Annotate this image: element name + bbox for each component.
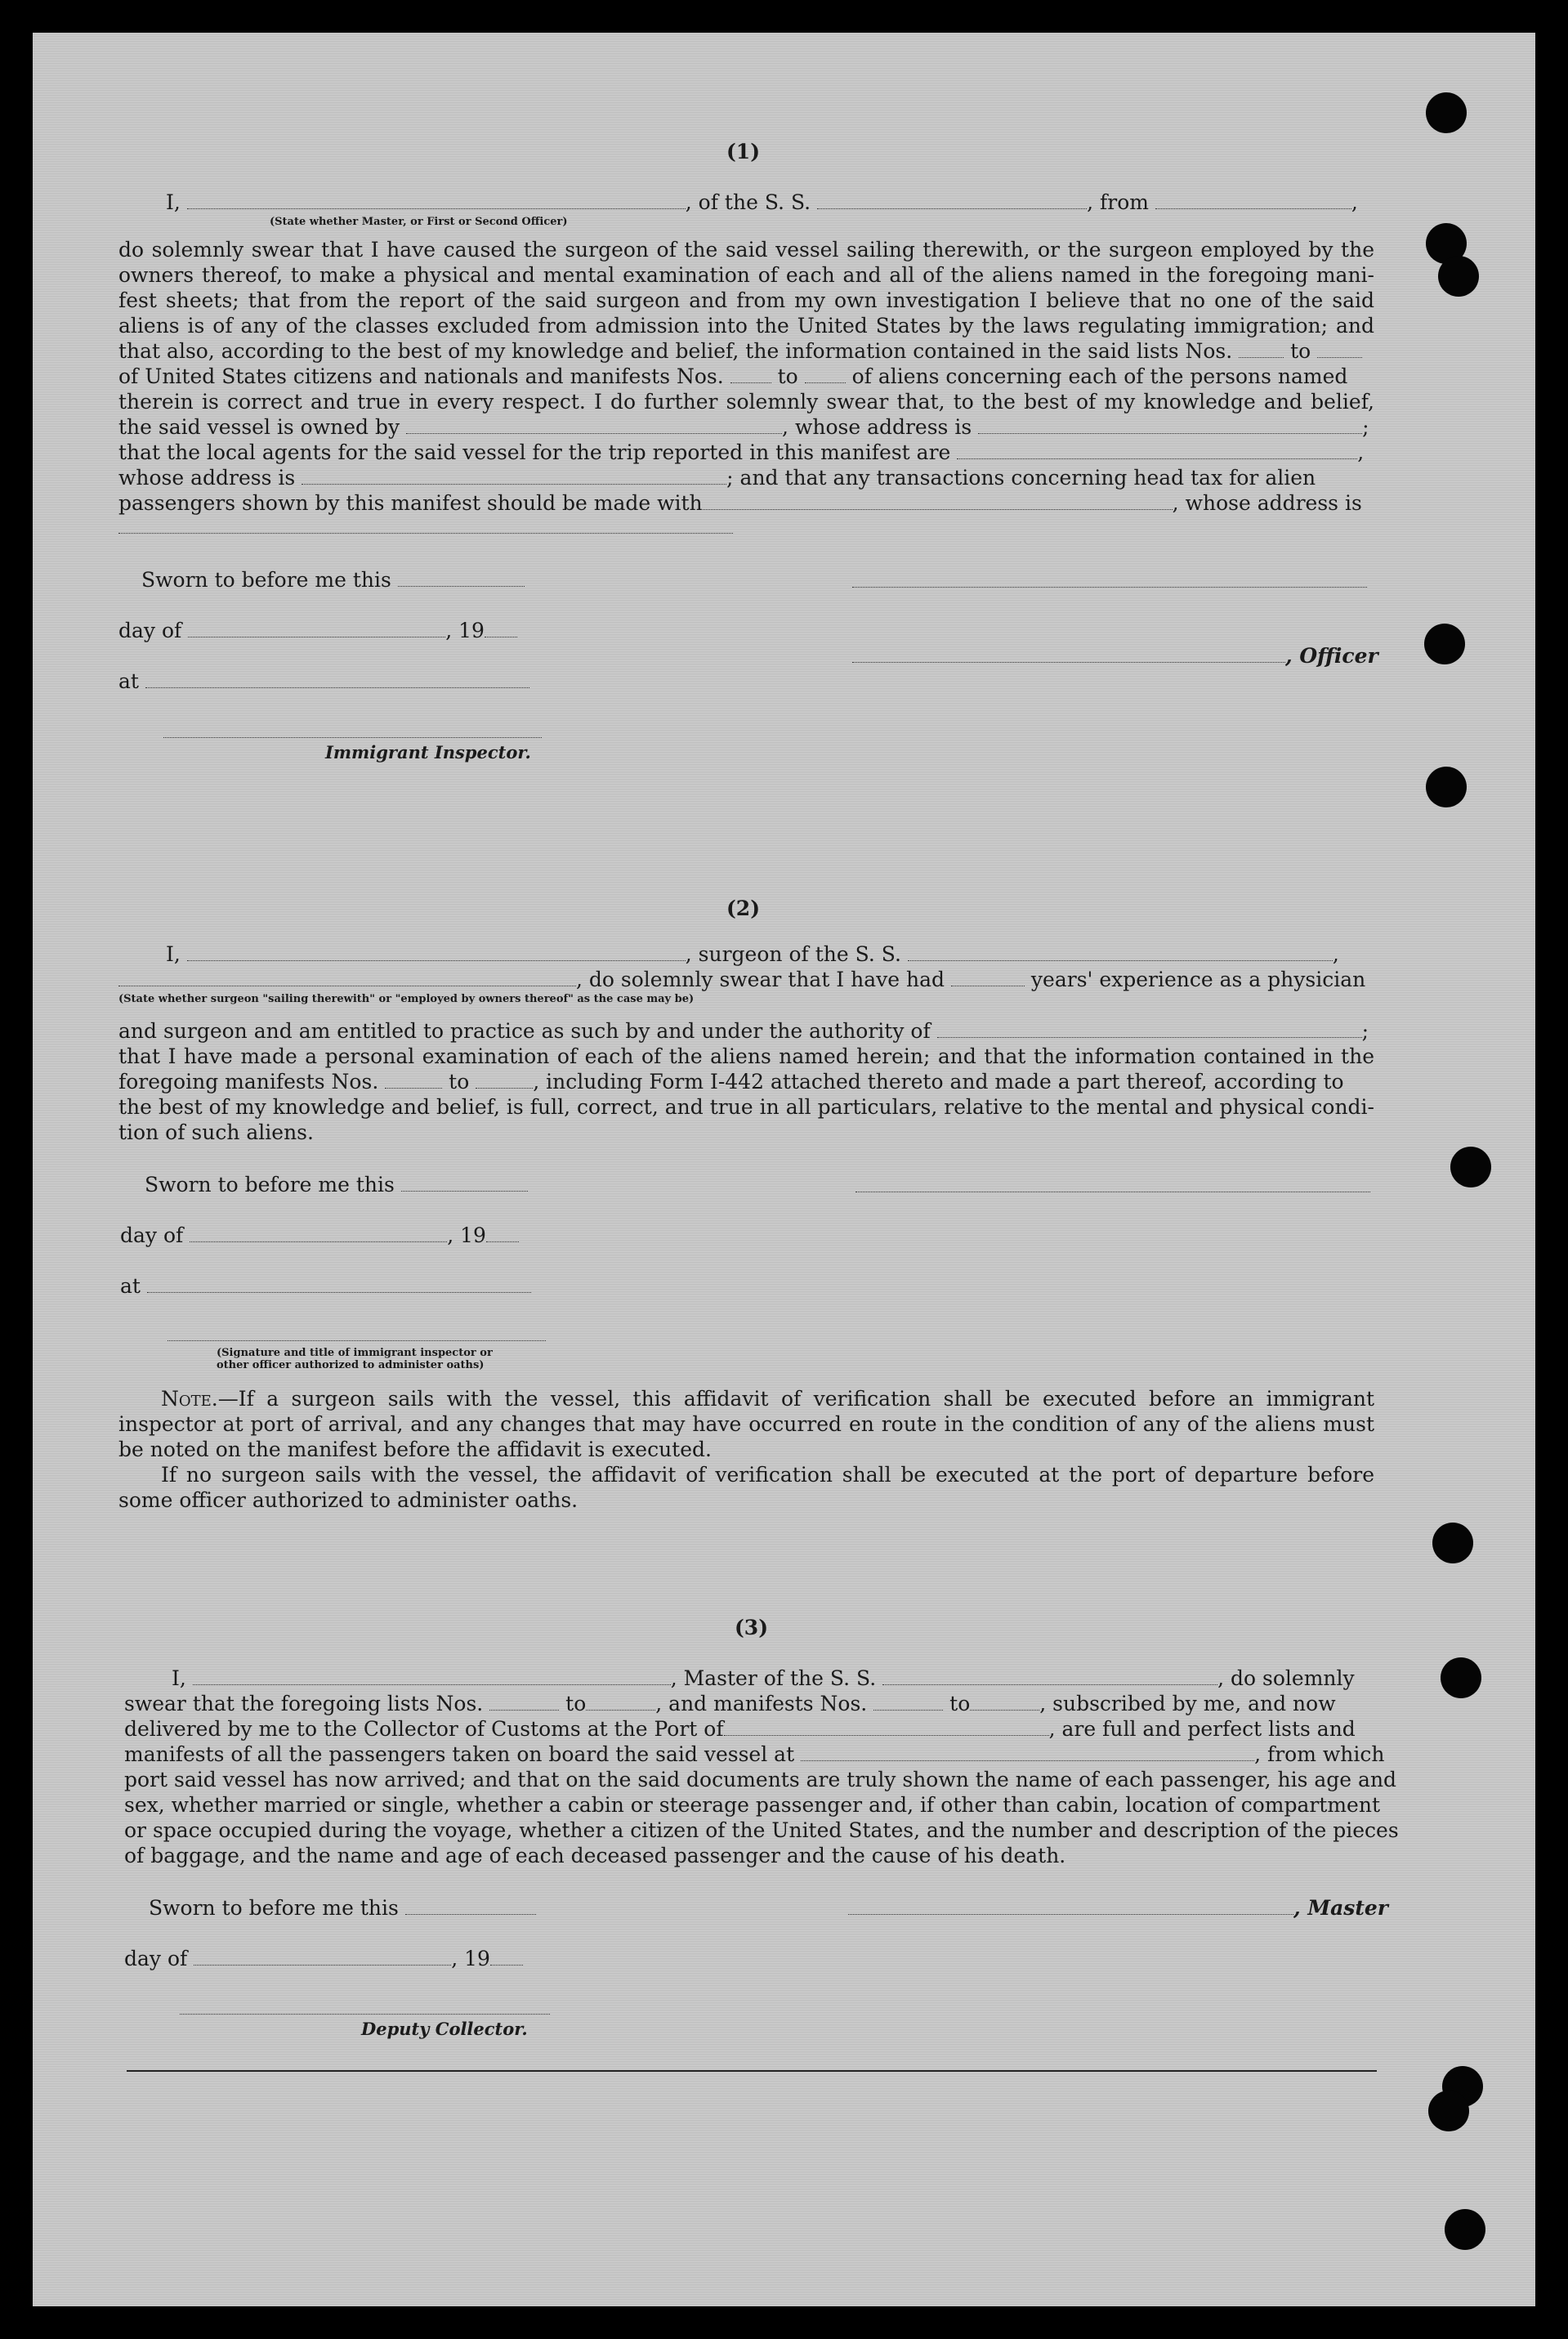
lists-from-field[interactable]	[1239, 342, 1284, 358]
s2-year-field[interactable]	[486, 1227, 519, 1242]
s1-officer-signature-field[interactable]	[852, 647, 1285, 663]
ship-name-field[interactable]	[817, 194, 1087, 209]
s3-deputy-signature-field[interactable]	[180, 2014, 550, 2015]
section-3-heading: (3)	[734, 1616, 769, 1639]
footer-rule	[127, 2070, 1377, 2072]
s1-master-signature-field[interactable]	[852, 587, 1367, 588]
s1-line-1: I, , of the S. S. , from ,	[166, 190, 1358, 214]
binder-hole	[1441, 1657, 1481, 1698]
s2-at: at	[120, 1273, 531, 1299]
owner-field[interactable]	[406, 418, 782, 434]
practice-authority-field[interactable]	[937, 1022, 1362, 1038]
s3-master-name-field[interactable]	[193, 1670, 671, 1685]
s1-inspector-signature-field[interactable]	[163, 737, 542, 738]
master-name-field[interactable]	[187, 194, 686, 209]
surgeon-type-field[interactable]	[118, 971, 576, 986]
note-surgeon: (State whether surgeon "sailing therewith" or "employed by owners thereof" as the case may be)	[118, 993, 695, 1005]
s1-para-5: that also, according to the best of my knowledge and belief, the information contained in the said lists Nos. to	[118, 338, 1362, 364]
s3-year-field[interactable]	[490, 1950, 523, 1966]
port-of-boarding-field[interactable]	[801, 1746, 1254, 1761]
s2-para-5: tion of such aliens.	[118, 1120, 314, 1144]
s2-note-1: Note.—If a surgeon sails with the vessel, this affidavit of verification shall be executed before an immigrant	[161, 1387, 1374, 1411]
s1-sworn: Sworn to before me this	[141, 567, 525, 593]
binder-hole	[1445, 2209, 1485, 2250]
s2-note-2: inspector at port of arrival, and any changes that may have occurred en route in the condition of any of the aliens must	[118, 1412, 1374, 1436]
binder-hole	[1426, 92, 1467, 133]
note-master: (State whether Master, or First or Second Officer)	[270, 216, 568, 228]
head-tax-contact-field[interactable]	[703, 494, 1173, 510]
section-1-heading: (1)	[726, 140, 761, 163]
binder-hole	[1428, 2091, 1469, 2131]
s2-sworn-day-field[interactable]	[401, 1176, 528, 1192]
from-port-field[interactable]	[1155, 194, 1351, 209]
s2-month-field[interactable]	[190, 1227, 447, 1242]
s3-deputy-label: Deputy Collector.	[361, 2019, 528, 2039]
s1-para-10: whose address is ; and that any transactions concerning head tax for alien	[118, 466, 1316, 490]
agents-address-field[interactable]	[302, 469, 726, 485]
s2-note-3: be noted on the manifest before the affidavit is executed.	[118, 1438, 712, 1461]
s2-para-4: the best of my knowledge and belief, is full, correct, and true in all particulars, relative to the mental and physical condi-	[118, 1095, 1374, 1119]
surgeon-name-field[interactable]	[187, 946, 686, 961]
s2-ship-name-field[interactable]	[908, 946, 1333, 961]
section-2-heading: (2)	[726, 897, 761, 920]
s2-line-1: I, , surgeon of the S. S. ,	[166, 942, 1339, 966]
s3-lists-from-field[interactable]	[489, 1695, 559, 1711]
s3-sworn: Sworn to before me this	[149, 1895, 536, 1921]
s1-at: at	[118, 669, 529, 694]
s3-line-1: I, , Master of the S. S. , do solemnly	[172, 1666, 1355, 1690]
s3-manifests-from-field[interactable]	[873, 1695, 943, 1711]
s1-at-field[interactable]	[145, 673, 529, 688]
port-of-arrival-field[interactable]	[724, 1720, 1049, 1736]
owner-address-field[interactable]	[978, 418, 1362, 434]
s1-sworn-day-field[interactable]	[398, 571, 525, 587]
s3-master-signature-field[interactable]	[848, 1899, 1293, 1915]
s1-para-3: fest sheets; that from the report of the said surgeon and from my own investigation I believe that no one of the said	[118, 288, 1374, 312]
s1-para-4: aliens is of any of the classes excluded from admission into the United States by the laws regulating immigration; and	[118, 314, 1374, 338]
s1-para-1: do solemnly swear that I have caused the surgeon of the said vessel sailing therewith, or the surgeon employed by the	[118, 238, 1374, 262]
s3-month-field[interactable]	[194, 1950, 451, 1966]
s3-para-7: of baggage, and the name and age of each deceased passenger and the cause of his death.	[124, 1844, 1066, 1867]
s3-para-5: sex, whether married or single, whether a cabin or steerage passenger and, if other than cabin, location of compartment	[124, 1793, 1380, 1817]
s1-year-field[interactable]	[485, 622, 517, 637]
s2-note-5: some officer authorized to administer oaths.	[118, 1488, 579, 1512]
s1-officer-line: , Officer	[852, 643, 1378, 669]
s1-para-6: of United States citizens and nationals and manifests Nos. to of aliens concerning each of the persons named	[118, 364, 1348, 388]
s1-para-8: the said vessel is owned by , whose address is ;	[118, 415, 1369, 439]
head-tax-address-field[interactable]	[118, 533, 733, 534]
s1-inspector-label: Immigrant Inspector.	[325, 742, 531, 763]
years-experience-field[interactable]	[951, 971, 1025, 986]
s3-sworn-day-field[interactable]	[405, 1899, 536, 1915]
s3-ship-name-field[interactable]	[882, 1670, 1217, 1685]
s1-para-11: passengers shown by this manifest should be made with , whose address is	[118, 491, 1362, 515]
form-page	[33, 33, 1535, 2306]
manifests-from-field[interactable]	[730, 368, 771, 383]
s1-day-of: day of , 19	[118, 618, 517, 643]
s1-para-2: owners thereof, to make a physical and mental examination of each and all of the aliens named in the foregoing mani-	[118, 263, 1374, 287]
local-agents-field[interactable]	[957, 444, 1357, 459]
s2-para-3: foregoing manifests Nos. to , including Form I-442 attached thereto and made a part thereof, according to	[118, 1070, 1344, 1093]
s1-para-9: that the local agents for the said vessel for the trip reported in this manifest are ,	[118, 441, 1365, 464]
binder-hole	[1424, 624, 1465, 664]
s1-para-7: therein is correct and true in every respect. I do further solemnly swear that, to the best of my knowledge and belief,	[118, 390, 1374, 414]
s2-day-of: day of , 19	[120, 1223, 519, 1248]
s2-at-field[interactable]	[147, 1277, 531, 1293]
s3-day-of: day of , 19	[124, 1946, 523, 1971]
binder-hole	[1438, 256, 1479, 297]
s2-para-2: that I have made a personal examination of each of the aliens named herein; and that the information contained in the	[118, 1044, 1374, 1068]
lists-to-field[interactable]	[1317, 342, 1362, 358]
binder-hole	[1432, 1523, 1473, 1563]
s3-master-line: , Master	[848, 1895, 1388, 1921]
s2-inspector-signature-field[interactable]	[168, 1340, 546, 1341]
s3-manifests-to-field[interactable]	[970, 1695, 1039, 1711]
s2-sig-note-2: other officer authorized to administer oaths)	[217, 1359, 485, 1371]
s3-para-6: or space occupied during the voyage, whether a citizen of the United States, and the number and description of the pieces	[124, 1818, 1399, 1842]
s3-para-2: delivered by me to the Collector of Customs at the Port of , are full and perfect lists and	[124, 1717, 1356, 1741]
s3-para-1: swear that the foregoing lists Nos. to , and manifests Nos. to , subscribed by me, and now	[124, 1692, 1336, 1715]
s3-lists-to-field[interactable]	[586, 1695, 655, 1711]
binder-hole	[1426, 767, 1467, 807]
s2-manifests-from-field[interactable]	[385, 1073, 442, 1089]
manifests-to-field[interactable]	[805, 368, 846, 383]
s2-line-2: , do solemnly swear that I have had years' experience as a physician	[118, 967, 1365, 992]
s2-manifests-to-field[interactable]	[476, 1073, 533, 1089]
s3-para-3: manifests of all the passengers taken on board the said vessel at , from which	[124, 1742, 1385, 1766]
s2-sworn: Sworn to before me this	[145, 1172, 528, 1197]
s2-note-4: If no surgeon sails with the vessel, the affidavit of verification shall be executed at the port of departure before	[161, 1463, 1374, 1487]
s1-month-field[interactable]	[188, 622, 445, 637]
s2-para-1: and surgeon and am entitled to practice as such by and under the authority of ;	[118, 1019, 1369, 1043]
s2-sig-note-1: (Signature and title of immigrant inspector or	[217, 1347, 493, 1359]
binder-hole	[1450, 1147, 1491, 1187]
s3-para-4: port said vessel has now arrived; and that on the said documents are truly shown the name of each passenger, his age and	[124, 1768, 1397, 1791]
